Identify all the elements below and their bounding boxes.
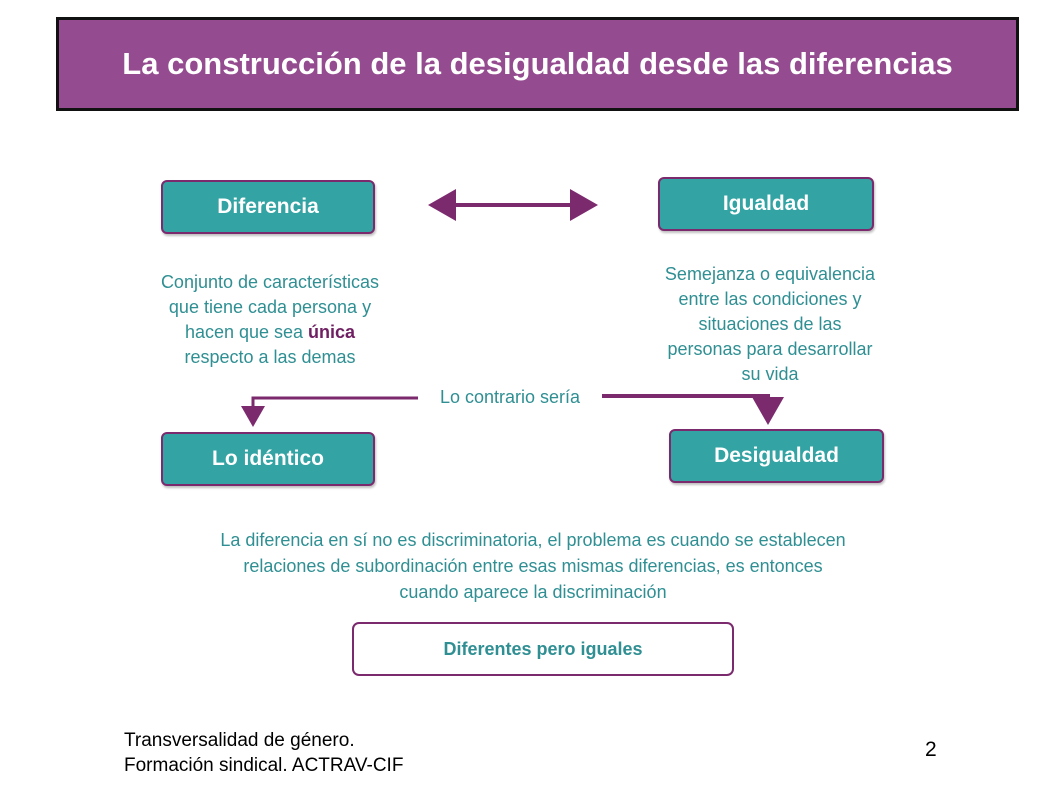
footer-line: Formación sindical. ACTRAV-CIF (124, 755, 404, 776)
desc-line: su vida (741, 364, 799, 384)
box-desigualdad-label: Desigualdad (714, 444, 839, 467)
diferencia-description (130, 270, 410, 370)
box-desigualdad (669, 429, 884, 483)
motto-text: Diferentes pero iguales (443, 638, 643, 659)
box-identico (161, 432, 375, 486)
desc-line (130, 320, 410, 345)
arrow-to-identico (253, 398, 418, 424)
desc-line: situaciones de las (698, 314, 842, 334)
slide-title: La construcción de la desigualdad desde las diferencias (122, 46, 953, 81)
box-igualdad-label: Igualdad (722, 192, 810, 215)
desc-line: Conjunto de características (160, 272, 380, 292)
footer-line: Transversalidad de género. (124, 730, 355, 751)
note-line: La diferencia en sí no es discriminatoria, el problema es cuando se establecen (220, 530, 846, 550)
desc-line-text: hacen que sea (184, 322, 309, 342)
arrow-to-desigualdad (602, 396, 768, 421)
footer-credit (124, 728, 403, 778)
discrimination-note (160, 527, 906, 605)
box-igualdad (658, 177, 874, 231)
igualdad-description (630, 262, 910, 387)
page-number: 2 (925, 738, 937, 761)
desc-emphasis: única (308, 322, 356, 342)
motto-box (352, 622, 734, 676)
desc-line: que tiene cada persona y (168, 297, 372, 317)
contrary-label: Lo contrario sería (420, 384, 600, 410)
box-diferencia (161, 180, 375, 234)
note-line: cuando aparece la discriminación (399, 582, 667, 602)
desc-line: personas para desarrollar (667, 339, 873, 359)
box-diferencia-label: Diferencia (217, 195, 319, 218)
desc-line: entre las condiciones y (678, 289, 862, 309)
desc-line: Semejanza o equivalencia (664, 264, 876, 284)
box-identico-label: Lo idéntico (212, 447, 324, 470)
note-line: relaciones de subordinación entre esas mismas diferencias, es entonces (243, 556, 823, 576)
desc-line: respecto a las demas (184, 347, 356, 367)
